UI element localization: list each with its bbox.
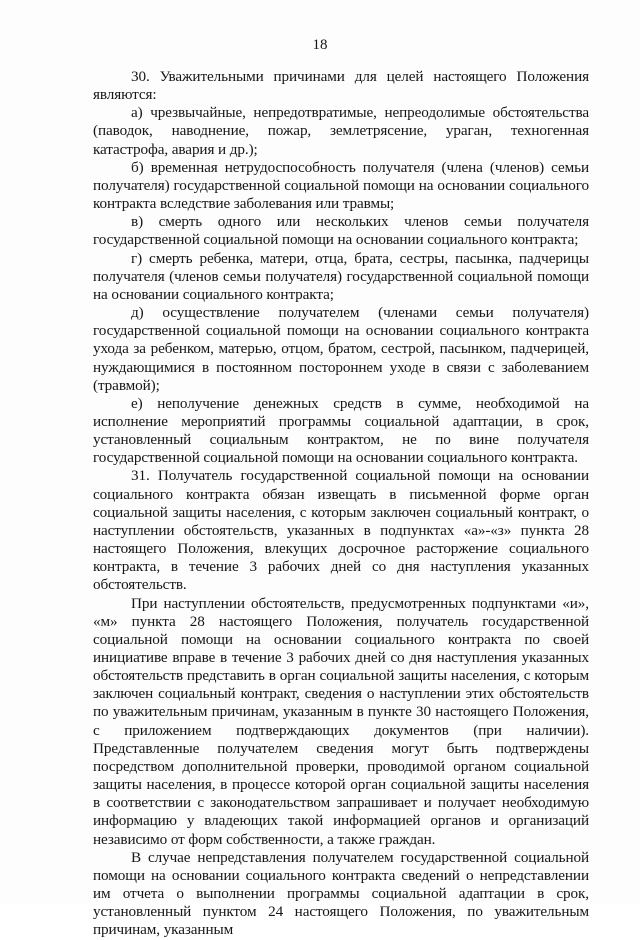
paragraph-30-d: д) осуществление получателем (членами семьи получателя) государственной социальной помощи на основании социального контракта ухода за ребенком, матерью, отцом, братом, сестрой, пасынком, падчерицей, нуждающимися в постоянном постороннем уходе в связи с заболеванием (травмой); [93,304,589,394]
paragraph-30-v: в) смерть одного или нескольких членов семьи получателя государственной социальной помощи на основании социального контракта; [93,213,589,249]
document-body [93,68,589,940]
page-number: 18 [312,37,328,53]
paragraph-31: 31. Получатель государственной социальной помощи на основании социального контракта обязан извещать в письменной форме орган социальной защиты населения, с которым заключен социальный контракт, о наступлении обстоятельств, указанных в подпунктах «а»-«з» пункта 28 настоящего Положения, влекущих досрочное расторжение социального контракта, в течение 3 рабочих дней со дня наступления указанных обстоятельств. [93,467,589,594]
paragraph-30-b: б) временная нетрудоспособность получателя (члена (членов) семьи получателя) государственной социальной помощи на основании социального контракта вследствие заболевания или травмы; [93,158,589,213]
paragraph-30-g: г) смерть ребенка, матери, отца, брата, сестры, пасынка, падчерицы получателя (членов семьи получателя) государственной социальной помощи на основании социального контракта; [93,249,589,303]
paragraph-30-e: е) неполучение денежных средств в сумме, необходимой на исполнение мероприятий программы социальной адаптации, в срок, установленный социальным контрактом, не по вине получателя государственной социальной помощи на основании социального контракта. [93,394,589,467]
paragraph-30-intro: 30. Уважительными причинами для целей настоящего Положения являются: [93,68,589,104]
paragraph-30-a: а) чрезвычайные, непредотвратимые, непреодолимые обстоятельства (паводок, наводнение, пожар, землетрясение, ураган, техногенная катастрофа, авария и др.); [93,104,589,158]
paragraph-31-nonsubmission: В случае непредставления получателем государственной социальной помощи на основании социального контракта сведений о непредставлении им отчета о выполнении программы социальной адаптации в срок, установленный пунктом 24 настоящего Положения, по уважительным причинам, указанным [93,848,589,939]
paragraph-31-circumstances: При наступлении обстоятельств, предусмотренных подпунктами «и», «м» пункта 28 настоящего Положения, получатель государственной социальной помощи на основании социального контракта по своей инициативе вправе в течение 3 рабочих дней со дня наступления указанных обстоятельств представить в орган социальной защиты населения, с которым заключен социальный контракт, сведения о наступлении этих обстоятельств по уважительным причинам, указанным в пункте 30 настоящего Положения, с приложением подтверждающих документов (при наличии). Представленные получателем сведения могут быть подтверждены посредством дополнительной проверки, проводимой органом социальной защиты населения, в процессе которой орган социальной защиты населения в соответствии с законодательством запрашивает и получает необходимую информацию у владеющих такой информацией органов и организаций независимо от форм собственности, а также граждан. [93,594,589,848]
